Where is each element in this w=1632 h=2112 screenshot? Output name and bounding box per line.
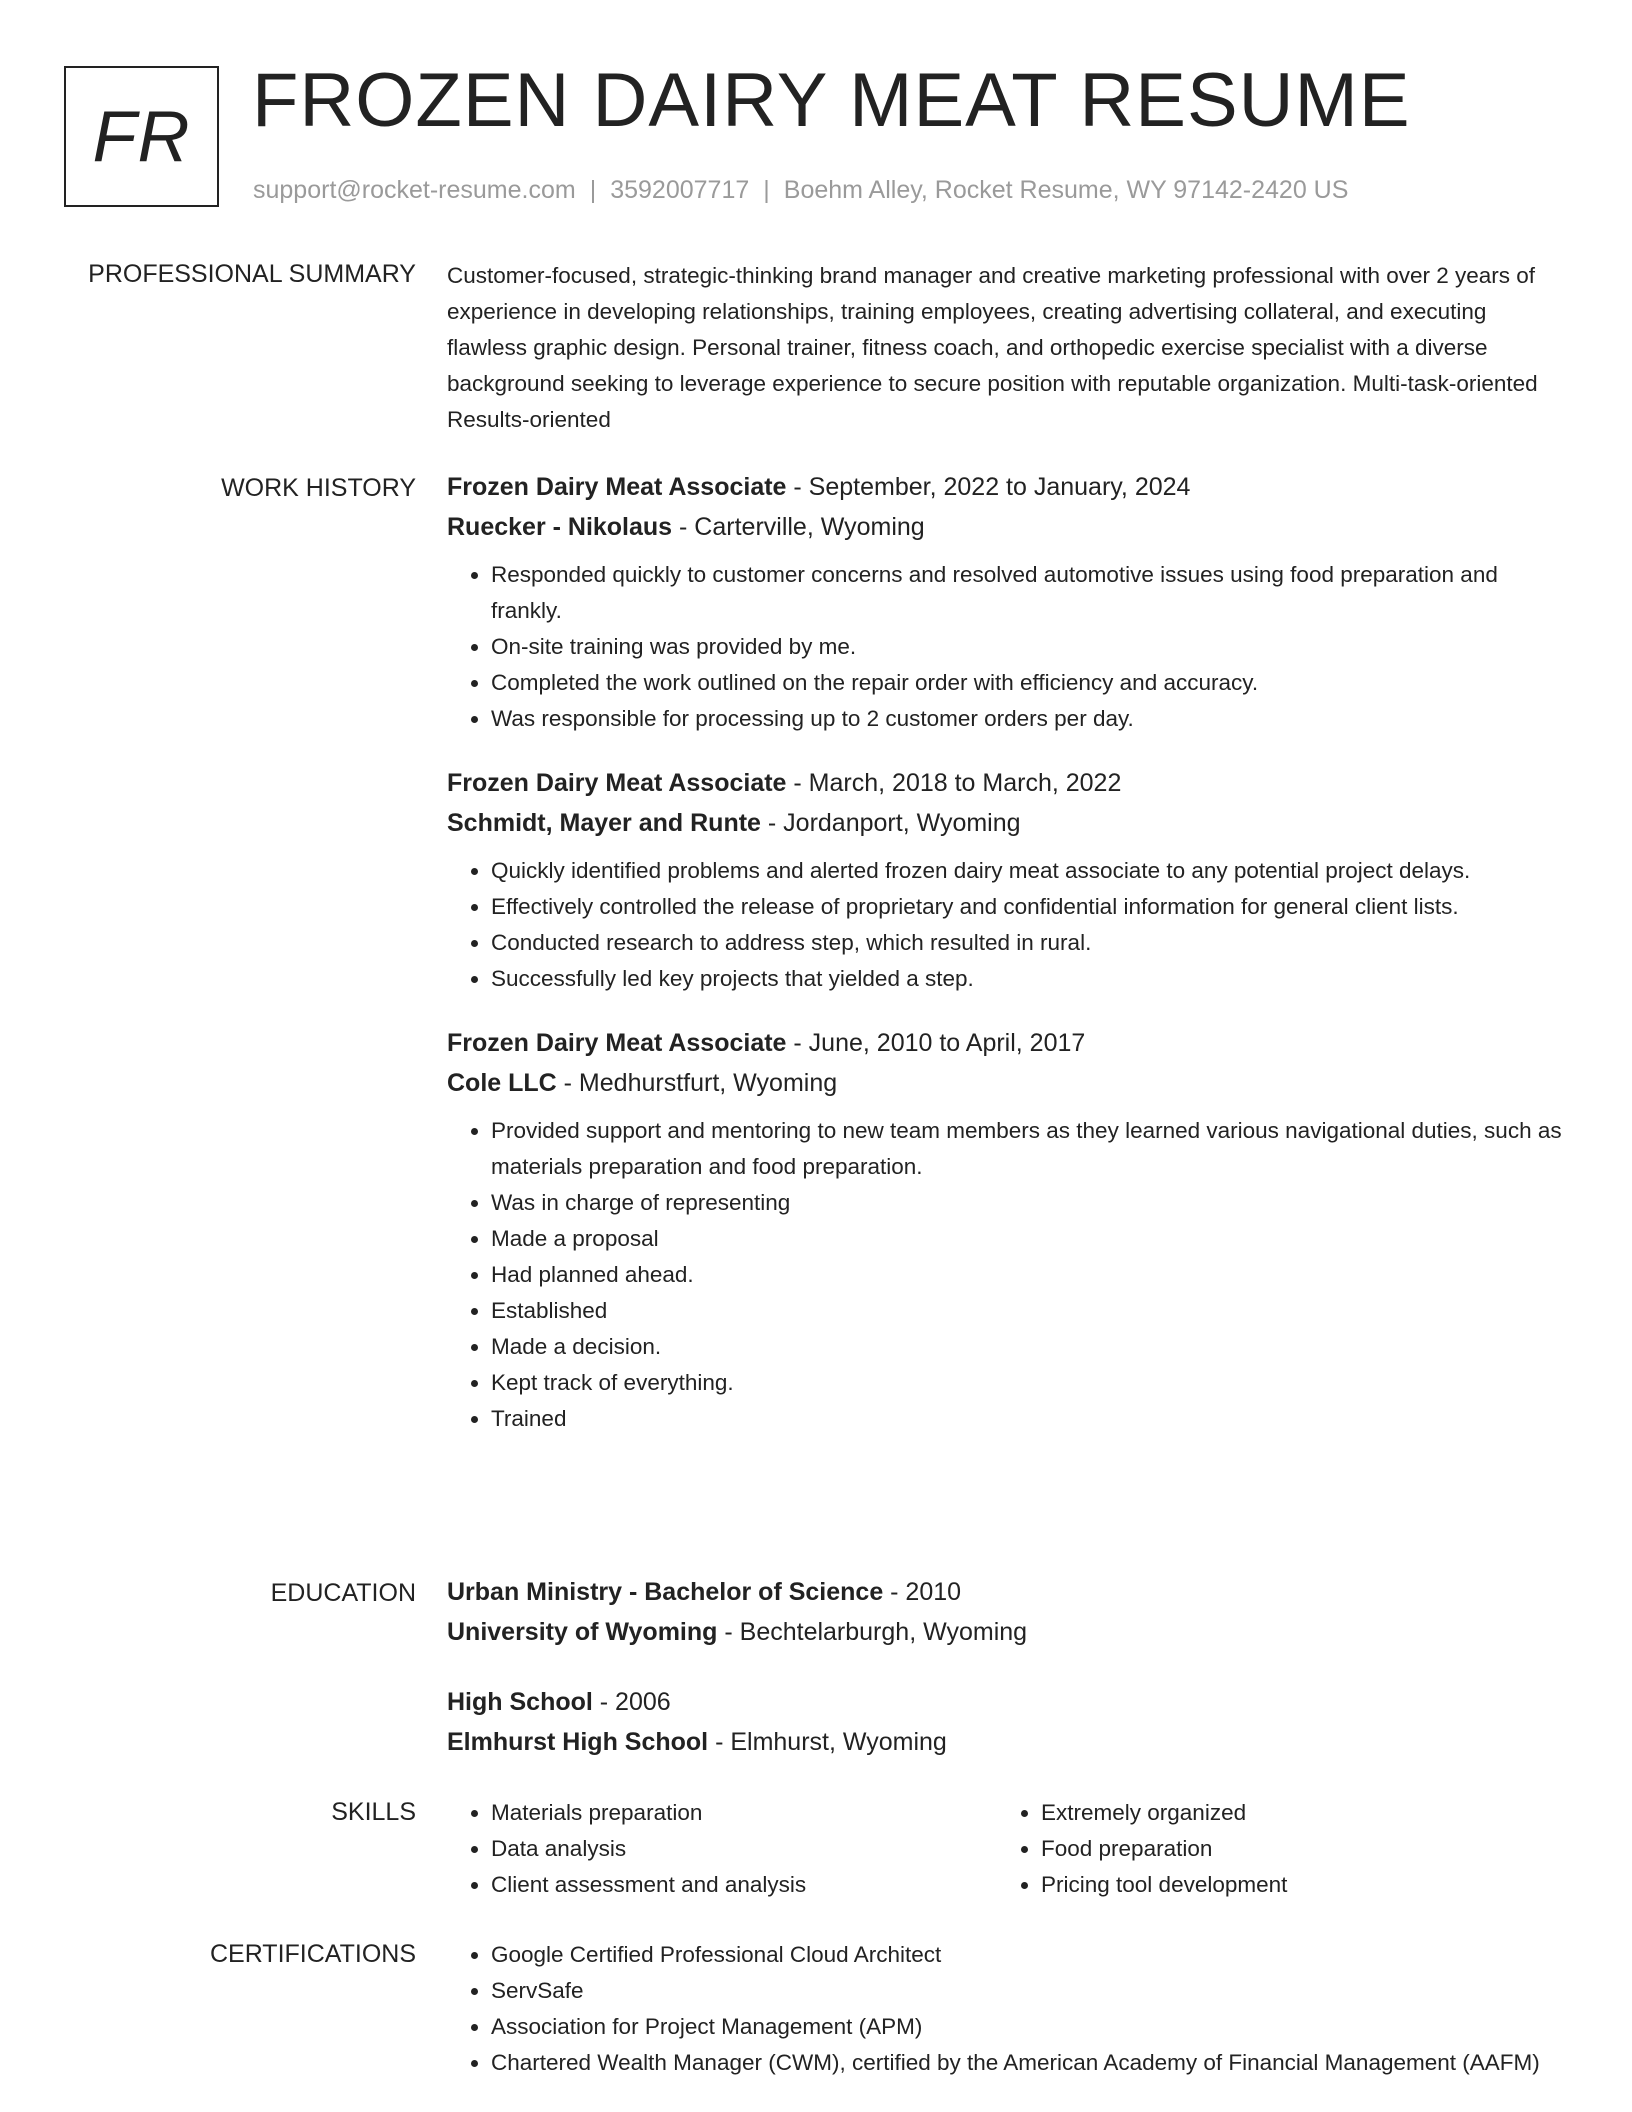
skill-item: • Data analysis <box>491 1831 997 1867</box>
job-company-line <box>447 507 1565 547</box>
job-bullet: • Effectively controlled the release of proprietary and confidential information for general client lists. <box>491 889 1565 925</box>
contact-email: support@rocket-resume.com <box>253 176 576 204</box>
job-bullet: • Provided support and mentoring to new team members as they learned various navigational duties, such as materials preparation and food preparation. <box>491 1113 1565 1185</box>
monogram-box <box>64 66 219 207</box>
education-entry <box>447 1572 1565 1652</box>
job-title: Frozen Dairy Meat Associate <box>447 769 787 797</box>
skill-item: • Food preparation <box>1041 1831 1547 1867</box>
job-company-line <box>447 803 1565 843</box>
education-degree: Urban Ministry - Bachelor of Science <box>447 1578 884 1606</box>
job-bullet: • Quickly identified problems and alerted frozen dairy meat associate to any potential project delays. <box>491 853 1565 889</box>
education-year: - 2006 <box>592 1688 671 1716</box>
skills-column-left <box>447 1795 997 1903</box>
education-school: University of Wyoming <box>447 1618 718 1646</box>
skill-item: • Materials preparation <box>491 1795 997 1831</box>
job-company: Cole LLC <box>447 1069 557 1097</box>
job-entry <box>447 467 1565 737</box>
job-title: Frozen Dairy Meat Associate <box>447 473 787 501</box>
monogram-initials: FR <box>92 96 191 177</box>
job-bullets <box>447 557 1565 737</box>
education-degree: High School <box>447 1688 593 1716</box>
job-bullet: • Responded quickly to customer concerns and resolved automotive issues using food preparation and frankly. <box>491 557 1565 629</box>
job-location: - Jordanport, Wyoming <box>760 809 1021 837</box>
job-dates: - September, 2022 to January, 2024 <box>786 473 1191 501</box>
education-label: EDUCATION <box>270 1579 416 1607</box>
job-bullet: • Had planned ahead. <box>491 1257 1565 1293</box>
certification-item: • Google Certified Professional Cloud Architect <box>491 1937 1565 1973</box>
skills-grid <box>447 1795 1565 1903</box>
job-bullet: • Successfully led key projects that yielded a step. <box>491 961 1565 997</box>
education-body <box>447 1572 1565 1792</box>
certification-item: • Association for Project Management (APM) <box>491 2009 1565 2045</box>
job-bullet: • Was in charge of representing <box>491 1185 1565 1221</box>
contact-phone: 3592007717 <box>610 176 750 204</box>
resume-title: FROZEN DAIRY MEAT RESUME <box>252 58 1411 143</box>
job-bullet: • Conducted research to address step, which resulted in rural. <box>491 925 1565 961</box>
job-bullets <box>447 1113 1565 1437</box>
certification-item: • ServSafe <box>491 1973 1565 2009</box>
job-title-line <box>447 1023 1565 1063</box>
contact-separator: | <box>763 176 770 204</box>
certification-item: • Chartered Wealth Manager (CWM), certified by the American Academy of Financial Management (AAFM) <box>491 2045 1565 2081</box>
education-entry <box>447 1682 1565 1762</box>
job-location: - Medhurstfurt, Wyoming <box>556 1069 838 1097</box>
skills-label: SKILLS <box>331 1798 416 1826</box>
job-bullets <box>447 853 1565 997</box>
education-location: - Elmhurst, Wyoming <box>708 1728 947 1756</box>
job-entry <box>447 763 1565 997</box>
job-dates: - March, 2018 to March, 2022 <box>786 769 1122 797</box>
education-school: Elmhurst High School <box>447 1728 709 1756</box>
job-bullet: • On-site training was provided by me. <box>491 629 1565 665</box>
job-title-line <box>447 467 1565 507</box>
education-location: - Bechtelarburgh, Wyoming <box>717 1618 1028 1646</box>
education-school-line <box>447 1722 1565 1762</box>
education-year: - 2010 <box>883 1578 962 1606</box>
work-history-label: WORK HISTORY <box>221 474 416 502</box>
contact-separator: | <box>589 176 597 204</box>
certifications-list <box>447 1937 1565 2081</box>
education-degree-line <box>447 1572 1565 1612</box>
work-history-body <box>447 467 1565 1463</box>
job-dates: - June, 2010 to April, 2017 <box>786 1029 1086 1057</box>
contact-line <box>253 174 1348 206</box>
job-bullet: • Kept track of everything. <box>491 1365 1565 1401</box>
skills-column-right <box>997 1795 1547 1903</box>
job-bullet: • Completed the work outlined on the repair order with efficiency and accuracy. <box>491 665 1565 701</box>
skill-item: • Extremely organized <box>1041 1795 1547 1831</box>
job-bullet: • Was responsible for processing up to 2 customer orders per day. <box>491 701 1565 737</box>
job-entry <box>447 1023 1565 1437</box>
skills-list <box>997 1795 1547 1903</box>
job-title-line <box>447 763 1565 803</box>
certifications-body <box>447 1937 1565 2081</box>
skill-item: • Client assessment and analysis <box>491 1867 997 1903</box>
job-location: - Carterville, Wyoming <box>672 513 925 541</box>
job-bullet: • Made a proposal <box>491 1221 1565 1257</box>
skills-body <box>447 1795 1565 1903</box>
job-bullet: • Made a decision. <box>491 1329 1565 1365</box>
job-company: Schmidt, Mayer and Runte <box>447 809 761 837</box>
job-title: Frozen Dairy Meat Associate <box>447 1029 787 1057</box>
job-company-line <box>447 1063 1565 1103</box>
education-school-line <box>447 1612 1565 1652</box>
job-company: Ruecker - Nikolaus <box>447 513 673 541</box>
summary-label: PROFESSIONAL SUMMARY <box>88 260 416 288</box>
skills-list <box>447 1795 997 1903</box>
skill-item: • Pricing tool development <box>1041 1867 1547 1903</box>
job-bullet: • Established <box>491 1293 1565 1329</box>
certifications-label: CERTIFICATIONS <box>209 1940 416 1968</box>
education-degree-line <box>447 1682 1565 1722</box>
job-bullet: • Trained <box>491 1401 1565 1437</box>
contact-address: Boehm Alley, Rocket Resume, WY 97142-2420 US <box>783 176 1349 204</box>
summary-body <box>447 258 1565 438</box>
summary-text: Customer-focused, strategic-thinking brand manager and creative marketing professional with over 2 years of experience in developing relationships, training employees, creating advertising collateral, and executing flawless graphic design. Personal trainer, fitness coach, and orthopedic exercise specialist with a diverse background seeking to leverage experience to secure position with reputable organization. Multi-task-oriented Results-oriented <box>447 263 1538 432</box>
